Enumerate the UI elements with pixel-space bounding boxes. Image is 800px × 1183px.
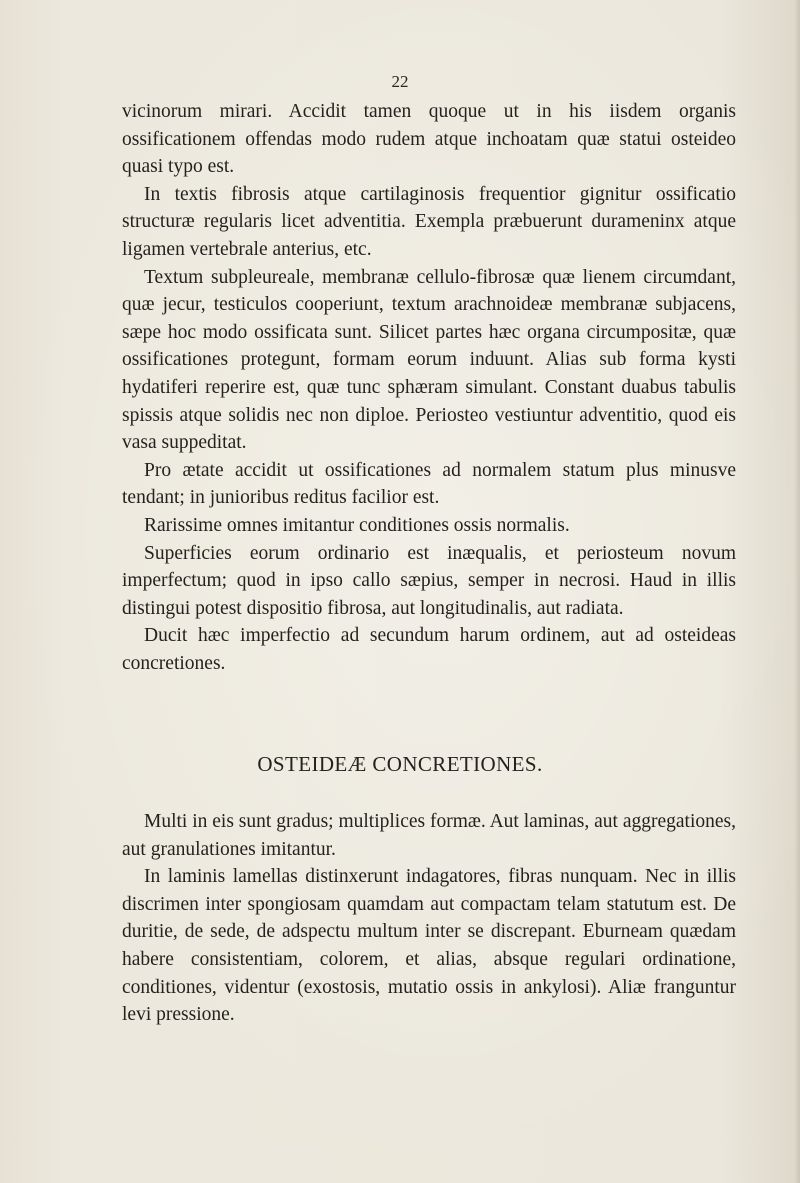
page-number: 22: [391, 72, 409, 91]
body-text-section-2: [122, 808, 736, 1029]
paragraph: Pro ætate accidit ut ossificationes ad normalem statum plus minusve tendant; in junioribus reditus facilior est.: [122, 459, 736, 509]
paragraph: vicinorum mirari. Accidit tamen quoque ut in his iisdem organis ossificationem offendas modo rudem atque inchoatam quæ statui osteideo quasi typo est.: [122, 101, 736, 178]
paragraph: Textum subpleureale, membranæ cellulo-fibrosæ quæ lienem circumdant, quæ jecur, testiculos cooperiunt, textum arachnoideæ membranæ subjacens, sæpe hoc modo ossificata sunt. Silicet partes hæc organa circumpositæ, quæ ossificationes protegunt, formam eorum induunt. Alias sub forma kysti hydatiferi reperire est, quæ tunc sphæram simulant. Constant duabus tabulis spissis atque solidis nec non diploe. Periosteo vestiuntur adventitio, quod eis vasa suppeditat.: [122, 266, 736, 454]
paragraph: In textis fibrosis atque cartilaginosis frequentior gignitur ossificatio structuræ regularis licet adventitia. Exempla præbuerunt durameninx atque ligamen vertebrale anterius, etc.: [122, 183, 736, 260]
paragraph: Ducit hæc imperfectio ad secundum harum ordinem, aut ad osteideas concretiones.: [122, 625, 736, 674]
body-text-section-1: [122, 98, 736, 677]
section-heading: OSTEIDEÆ CONCRETIONES.: [257, 752, 543, 776]
paragraph: Multi in eis sunt gradus; multiplices formæ. Aut laminas, aut aggregationes, aut granulationes imitantur.: [122, 811, 736, 860]
paragraph: Rarissime omnes imitantur conditiones ossis normalis.: [144, 514, 570, 536]
paragraph: Superficies eorum ordinario est inæqualis, et periosteum novum imperfectum; quod in ipso callo sæpius, semper in necrosi. Haud in illis distingui potest dispositio fibrosa, aut longitudinalis, aut radiata.: [122, 542, 736, 619]
paragraph: In laminis lamellas distinxerunt indagatores, fibras nunquam. Nec in illis discrimen inter spongiosam quamdam aut compactam telam statutum est. De duritie, de sede, de adspectu multum inter se discrepant. Eburneam quædam habere consistentiam, colorem, et alias, absque regulari ordinatione, conditiones, videntur (exostosis, mutatio ossis in ankylosi). Aliæ franguntur levi pressione.: [122, 866, 736, 1026]
page-edge-shadow: [794, 0, 800, 1183]
